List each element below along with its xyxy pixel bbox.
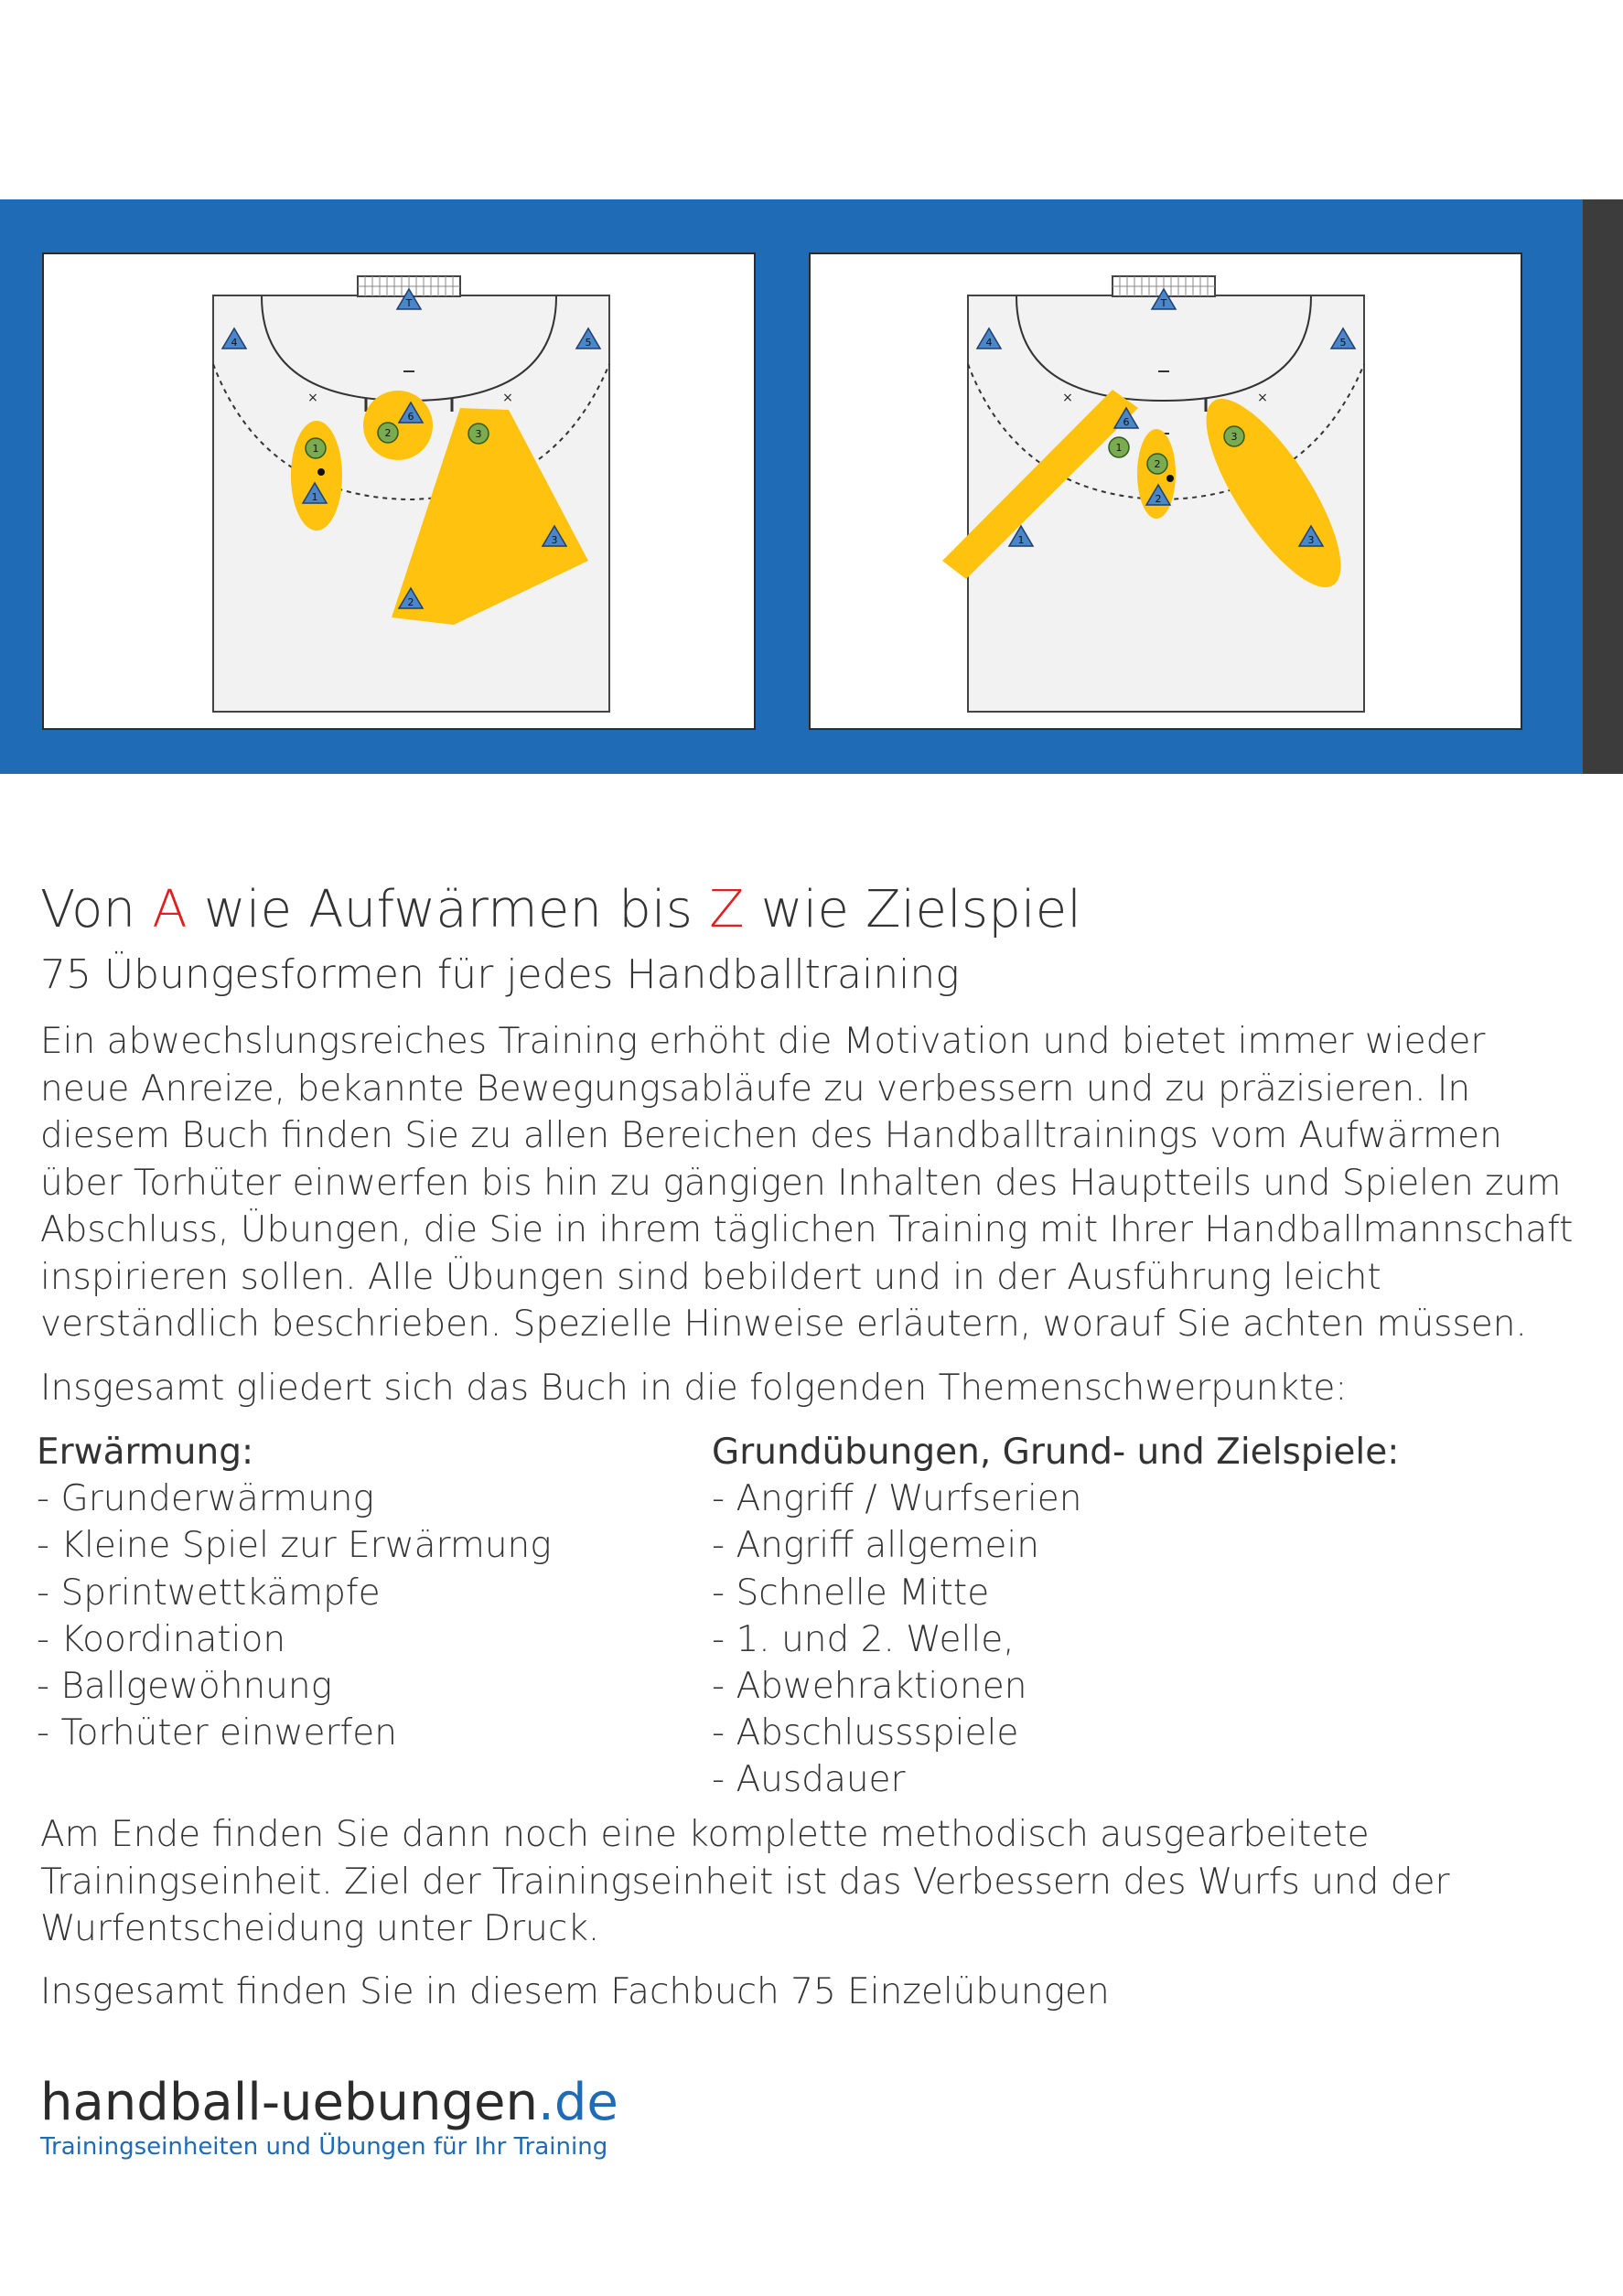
- brand-name: handball-uebungen: [40, 2073, 539, 2132]
- topics-list: [37, 1475, 552, 1756]
- attacker-label: 2: [1154, 458, 1161, 470]
- svg-text:×: ×: [307, 391, 318, 405]
- defender-label: 2: [407, 596, 414, 608]
- topics-column-left: [37, 1429, 552, 1756]
- list-item: - Koordination: [37, 1618, 286, 1660]
- title-text: wie Aufwärmen bis: [187, 880, 710, 939]
- defender-label: 1: [311, 491, 318, 503]
- list-item: - Schnelle Mitte: [712, 1572, 990, 1614]
- attacker-label: 2: [384, 427, 392, 439]
- defender-label: 3: [551, 534, 558, 546]
- brand-tagline: Trainingseinheiten und Übungen für Ihr Training: [40, 2133, 608, 2161]
- subtitle: 75 Übungesformen für jedes Handballtraining: [40, 951, 960, 998]
- svg-text:×: ×: [1062, 391, 1073, 405]
- column-title: Erwärmung:: [37, 1432, 254, 1473]
- defender-label: 5: [585, 337, 592, 349]
- svg-text:×: ×: [1257, 391, 1268, 405]
- defender-label: 4: [231, 337, 238, 349]
- list-item: - Angriff / Wurfserien: [712, 1478, 1082, 1520]
- attacker-label: 1: [312, 443, 319, 455]
- list-item: - Ballgewöhnung: [37, 1666, 333, 1708]
- list-item: - Abschlussspiele: [712, 1712, 1019, 1754]
- brand-tld: .de: [538, 2073, 618, 2132]
- goalkeeper-label: T: [1160, 297, 1167, 309]
- defender-label: 4: [985, 337, 993, 349]
- goalkeeper-label: T: [405, 297, 413, 309]
- intro-paragraph: Ein abwechslungsreiches Training erhöht die Motivation und bietet immer wieder neue Anreize, bekannte Bewegungsabläufe zu verbessern und zu präzisieren. In diesem Buch finden Sie zu allen Bereichen des Handballtrainings vom Aufwärmen über Torhüter einwerfen bis hin zu gängigen Inhalten des Hauptteils und Spielen zum Abschluss, Übungen, die Sie in ihrem täglichen Training mit Ihrer Handballmannschaft inspirieren sollen. Alle Übungen sind bebildert und in der Ausführung leicht verständlich beschrieben. Spezielle Hinweise erläutern, worauf Sie achten müssen.: [40, 1021, 1574, 1345]
- closing-paragraph: Am Ende finden Sie dann noch eine komplette methodisch ausgearbeitete Trainingseinheit. Ziel der Trainingseinheit ist das Verbessern des Wurfs und der Wurfentscheidung unter Druck.: [40, 1814, 1450, 1949]
- diagram-panel-right: [809, 252, 1522, 730]
- list-item: - Ausdauer: [712, 1759, 906, 1801]
- banner-edge: [1583, 199, 1623, 774]
- list-item: - Grunderwärmung: [37, 1478, 374, 1520]
- list-item: - 1. und 2. Welle,: [712, 1618, 1015, 1660]
- summary-paragraph: Insgesamt finden Sie in diesem Fachbuch 75 Einzelübungen: [40, 1971, 1110, 2012]
- defender-label: 6: [407, 411, 414, 423]
- list-item: - Angriff allgemein: [712, 1525, 1039, 1567]
- topics-list: [712, 1475, 1399, 1803]
- court-diagram-right: [811, 254, 1521, 728]
- ball: [317, 468, 325, 476]
- list-item: - Sprintwettkämpfe: [37, 1572, 381, 1614]
- overview-paragraph: Insgesamt gliedert sich das Buch in die folgenden Themenschwerpunkte:: [40, 1368, 1348, 1409]
- brand-logo[interactable]: [40, 2073, 618, 2132]
- defender-label: 3: [1307, 534, 1315, 546]
- title-text: wie Zielspiel: [744, 880, 1082, 939]
- attacker-label: 1: [1115, 442, 1123, 454]
- title-letter-a: A: [152, 880, 188, 939]
- topics-column-right: [712, 1429, 1399, 1804]
- list-item: - Torhüter einwerfen: [37, 1712, 397, 1754]
- attacker-label: 3: [475, 428, 482, 440]
- page-title: [40, 880, 1081, 939]
- column-title: Grundübungen, Grund- und Zielspiele:: [712, 1432, 1400, 1473]
- defender-label: 5: [1339, 337, 1347, 349]
- ball: [1166, 475, 1174, 482]
- diagram-panel-left: [42, 252, 756, 730]
- list-item: - Abwehraktionen: [712, 1666, 1027, 1708]
- list-item: - Kleine Spiel zur Erwärmung: [37, 1525, 552, 1567]
- defender-label: 6: [1123, 416, 1130, 428]
- svg-text:×: ×: [502, 391, 513, 405]
- title-letter-z: Z: [709, 880, 745, 939]
- defender-label: 1: [1017, 534, 1025, 546]
- title-text: Von: [40, 880, 153, 939]
- defender-label: 2: [1155, 493, 1162, 505]
- attacker-label: 3: [1231, 431, 1238, 443]
- court-diagram-left: [44, 254, 754, 728]
